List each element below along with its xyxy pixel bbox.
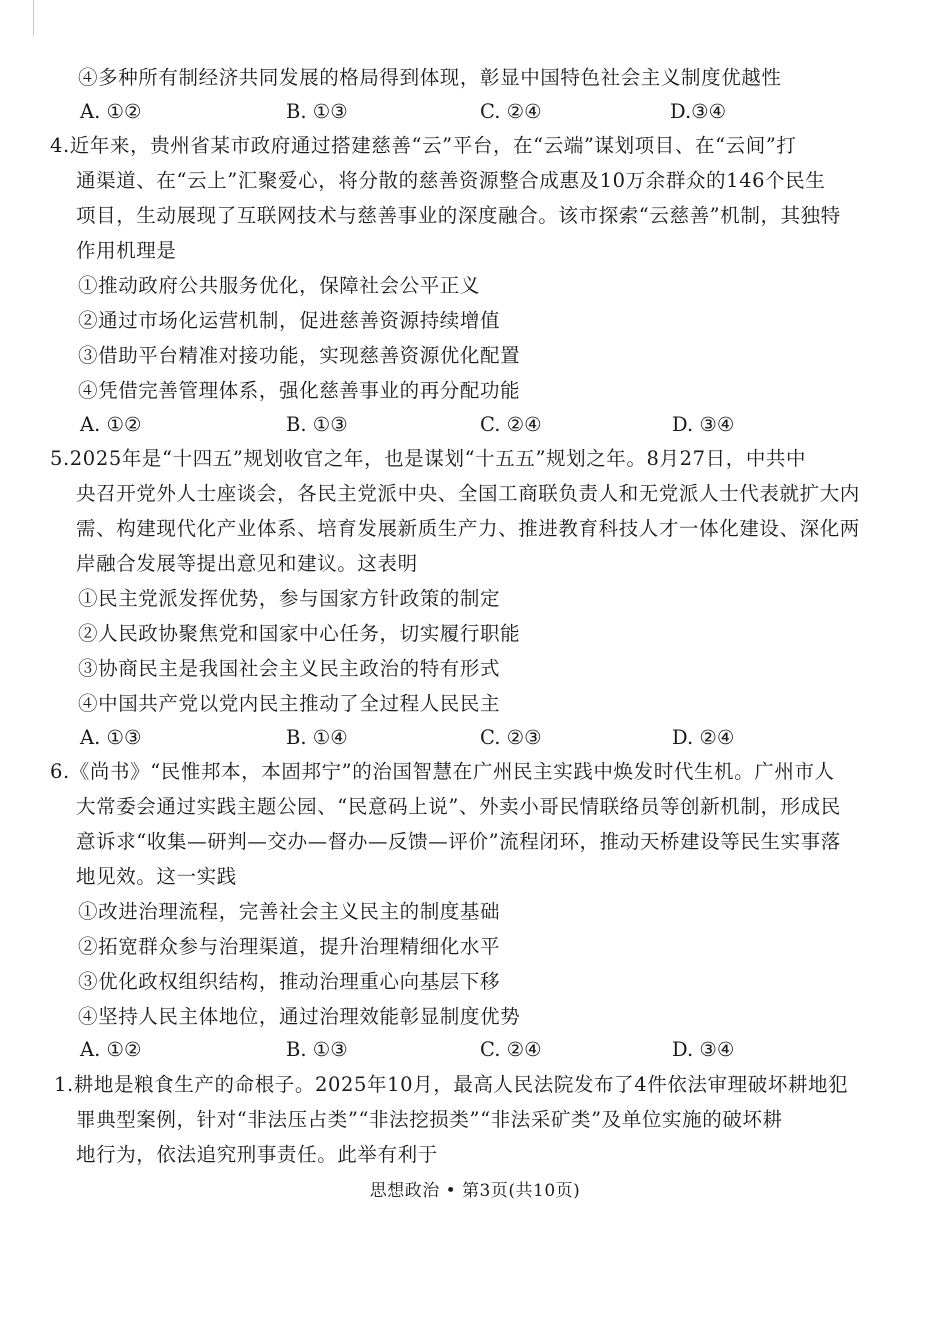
- q4-stem-line-2: 通渠道、在“云上”汇聚爱心，将分散的慈善资源整合成惠及10万余群众的146个民生: [76, 169, 826, 192]
- q5-item-4: ④中国共产党以党内民主推动了全过程人民民主: [78, 692, 501, 715]
- q6-option-c: C. ②④: [480, 1038, 542, 1061]
- q5-stem-line-3: 需、构建现代化产业体系、培育发展新质生产力、推进教育科技人才一体化建设、深化两: [76, 517, 860, 540]
- q6-option-d: D. ③④: [672, 1038, 735, 1061]
- q7-stem-line-1: 1.耕地是粮食生产的命根子。2025年10月，最高人民法院发布了4件依法审理破坏耕地犯: [54, 1073, 849, 1096]
- q4-option-a: A. ①②: [80, 413, 142, 436]
- q7-stem-line-3: 地行为，依法追究刑事责任。此举有利于: [76, 1143, 438, 1166]
- q5-option-c: C. ②③: [480, 726, 542, 749]
- q6-stem-line-1: 6.《尚书》“民惟邦本，本固邦宁”的治国智慧在广州民主实践中焕发时代生机。广州市人: [50, 760, 835, 783]
- q4-stem-line-1: 4.近年来，贵州省某市政府通过搭建慈善“云”平台，在“云端”谋划项目、在“云间”打: [50, 134, 797, 157]
- q3-option-c: C. ②④: [480, 100, 542, 123]
- q5-item-1: ①民主党派发挥优势，参与国家方针政策的制定: [78, 587, 501, 610]
- q6-stem-line-4: 地见效。这一实践: [76, 865, 237, 888]
- q5-option-b: B. ①④: [286, 726, 348, 749]
- page-footer: 思想政治 • 第3页(共10页): [369, 1181, 581, 1201]
- q6-stem-line-3: 意诉求“收集—研判—交办—督办—反馈—评价”流程闭环，推动天桥建设等民生实事落: [76, 830, 841, 853]
- q4-item-1: ①推动政府公共服务优化，保障社会公平正义: [78, 274, 481, 297]
- q6-item-3: ③优化政权组织结构，推动治理重心向基层下移: [78, 970, 501, 993]
- q3-option-b: B. ①③: [286, 100, 348, 123]
- q6-item-1: ①改进治理流程，完善社会主义民主的制度基础: [78, 900, 501, 923]
- q4-item-4: ④凭借完善管理体系，强化慈善事业的再分配功能: [78, 379, 521, 402]
- q6-stem-line-2: 大常委会通过实践主题公园、“民意码上说”、外卖小哥民情联络员等创新机制，形成民: [76, 795, 841, 818]
- q4-option-b: B. ①③: [286, 413, 348, 436]
- q3-option-d: D.③④: [670, 100, 727, 123]
- q5-item-2: ②人民政协聚焦党和国家中心任务，切实履行职能: [78, 622, 521, 645]
- q5-stem-line-4: 岸融合发展等提出意见和建议。这表明: [76, 552, 418, 575]
- q4-stem-line-3: 项目，生动展现了互联网技术与慈善事业的深度融合。该市探索“云慈善”机制，其独特: [76, 204, 841, 227]
- page-edge-line: [33, 0, 34, 36]
- q5-option-d: D. ②④: [672, 726, 735, 749]
- q5-stem-line-1: 5.2025年是“十四五”规划收官之年，也是谋划“十五五”规划之年。8月27日，中共中: [50, 447, 807, 470]
- q4-stem-line-4: 作用机理是: [76, 239, 177, 262]
- q5-item-3: ③协商民主是我国社会主义民主政治的特有形式: [78, 657, 501, 680]
- q6-item-4: ④坚持人民主体地位，通过治理效能彰显制度优势: [78, 1005, 521, 1028]
- q4-item-3: ③借助平台精准对接功能，实现慈善资源优化配置: [78, 344, 521, 367]
- q6-option-a: A. ①②: [80, 1038, 142, 1061]
- q4-item-2: ②通过市场化运营机制，促进慈善资源持续增值: [78, 309, 501, 332]
- q4-option-c: C. ②④: [480, 413, 542, 436]
- q5-option-a: A. ①③: [80, 726, 142, 749]
- q5-stem-line-2: 央召开党外人士座谈会，各民主党派中央、全国工商联负责人和无党派人士代表就扩大内: [76, 482, 860, 505]
- q6-option-b: B. ①③: [286, 1038, 348, 1061]
- q3-option-a: A. ①②: [80, 100, 142, 123]
- q6-item-2: ②拓宽群众参与治理渠道，提升治理精细化水平: [78, 935, 501, 958]
- q4-option-d: D. ③④: [672, 413, 735, 436]
- q7-stem-line-2: 罪典型案例，针对“非法压占类”“非法挖损类”“非法采矿类”及单位实施的破坏耕: [76, 1108, 783, 1131]
- q3-item-4: ④多种所有制经济共同发展的格局得到体现，彰显中国特色社会主义制度优越性: [78, 66, 782, 89]
